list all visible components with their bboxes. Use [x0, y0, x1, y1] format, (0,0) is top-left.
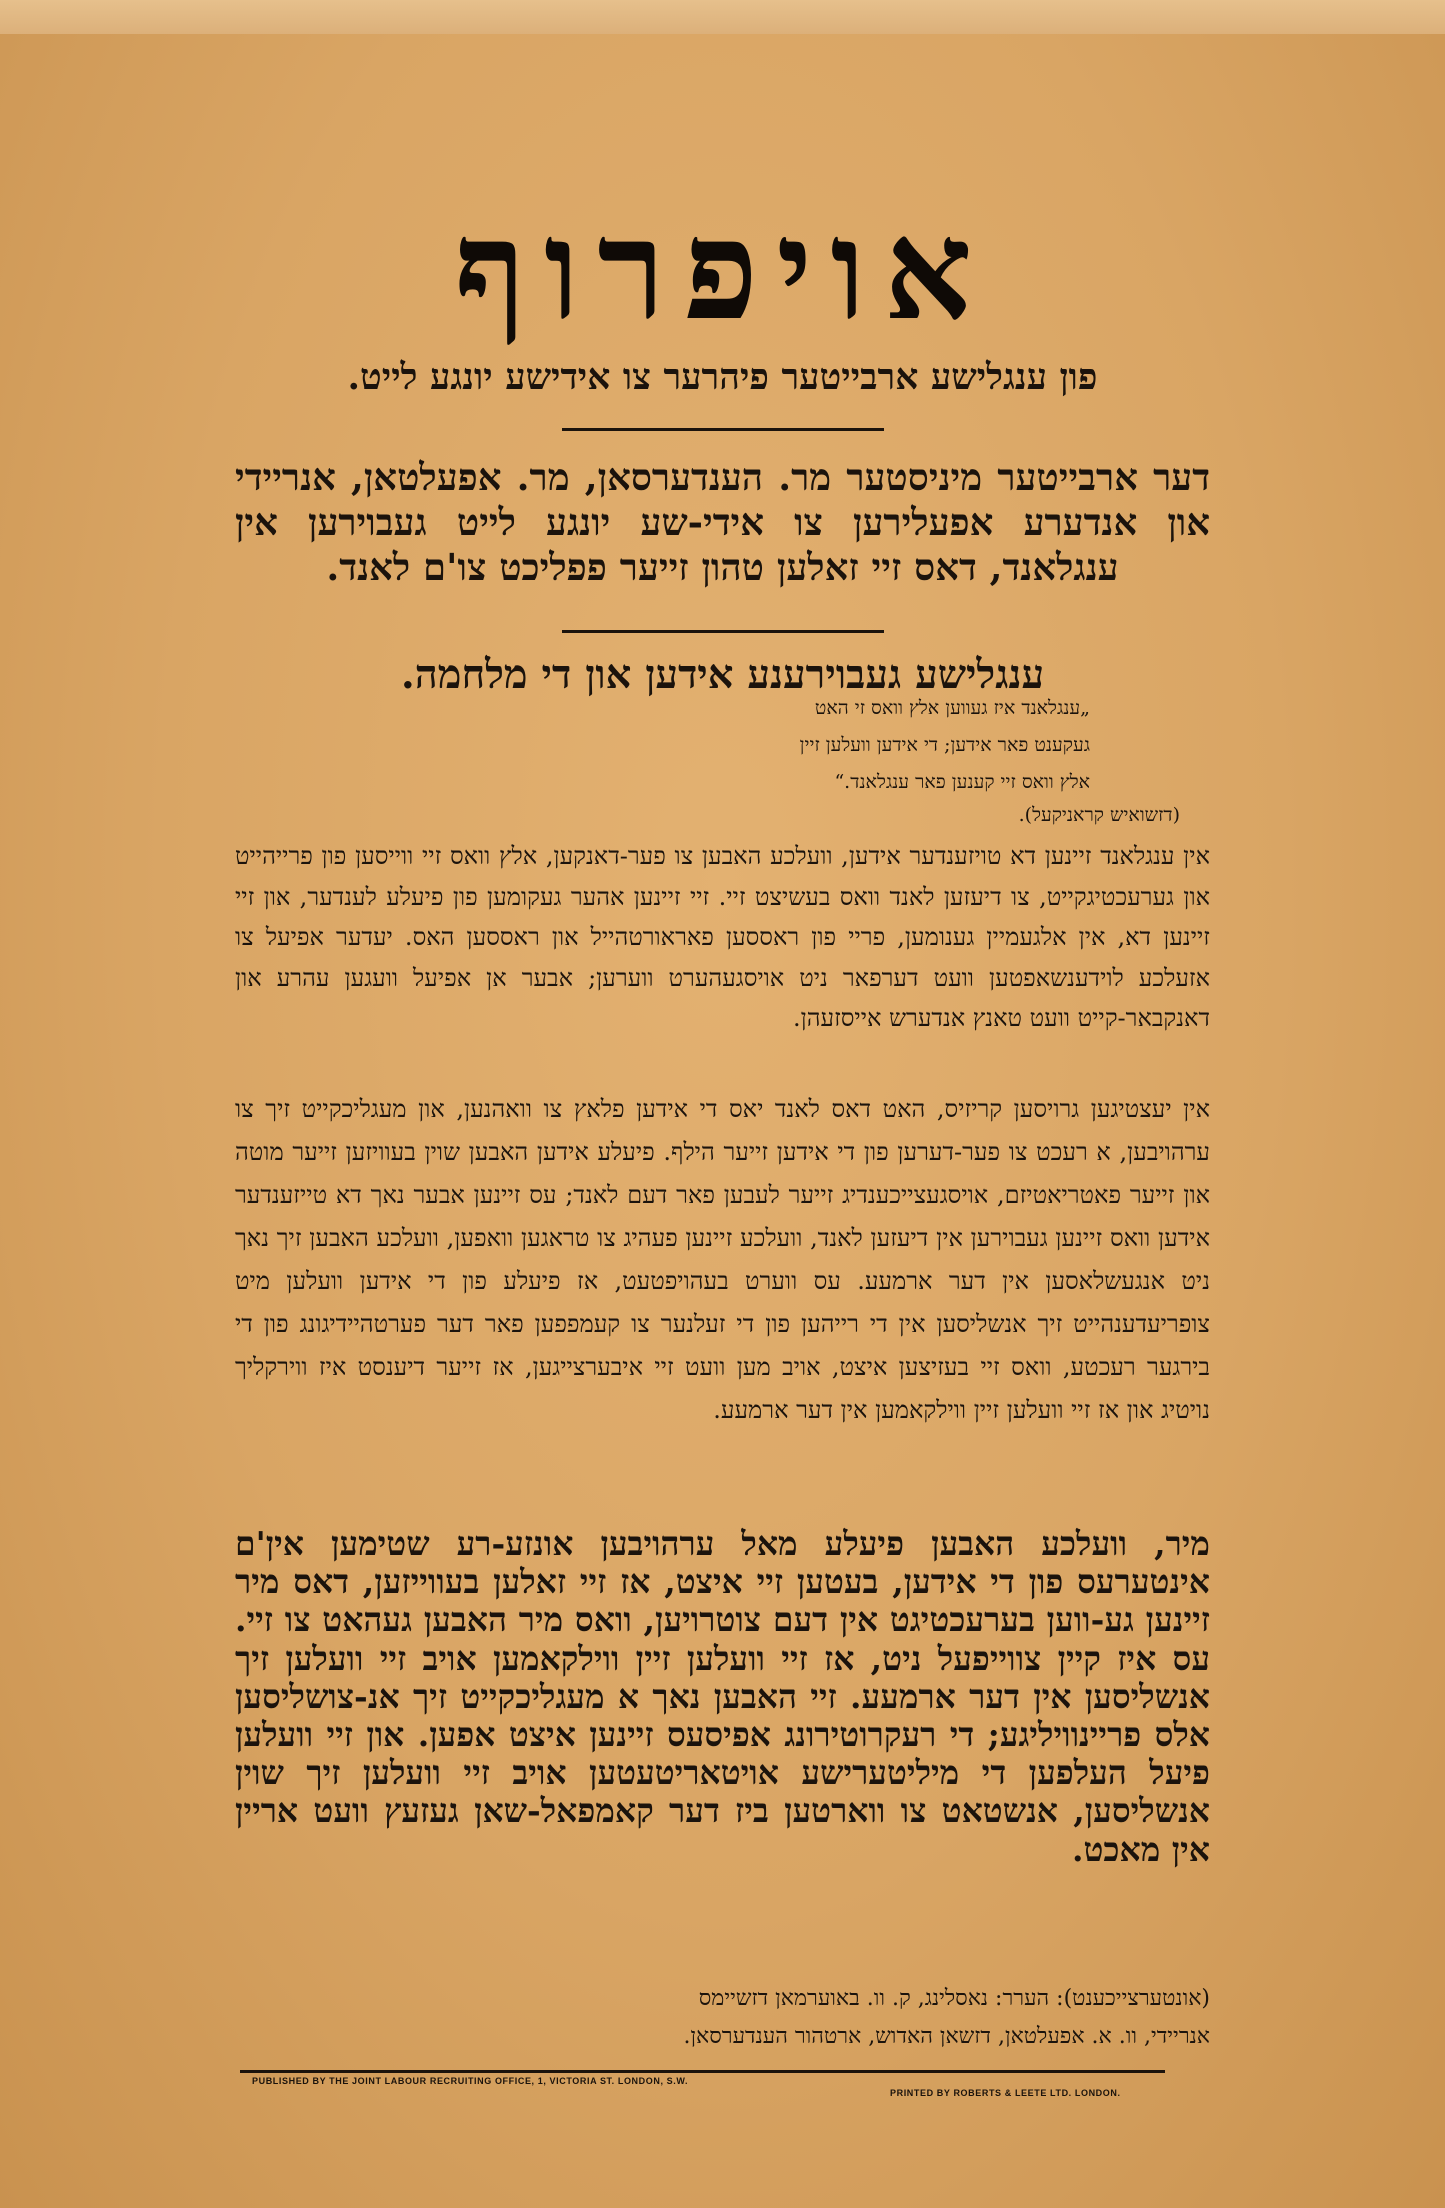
body-paragraph-1: אין ענגלאנד זיינען דא טויזענדער אידען, וועלכע האבען צו פער-דאנקען, אלץ וואס זיי ווייסען פון פרייהייט און גערעכטיגקייט, צו דיעזען לאנד וואס בעשיצט זיי. זיי זיינען אהער געקומען פון פיעלע לענדער, און זיי זיינען דא, אין אלגעמיין גענומען, פריי פון ראססען פאראורטהייל און ראססען האס. יעדער אפיעל צו אזעלכע לוידענשאפטען וועט דערפאר ניט אויסגעהערט ווערען; אבער אן אפיעל וועגען עהרע און דאנקבאר-קייט וועט טאנץ אנדערש אייסזעהן. [235, 842, 1210, 1032]
footer-rule [240, 2070, 1165, 2073]
signature-line: אנריידי, וו. א. אפעלטאן, דזשאן האדוש, ארטהור הענדערסאן. [683, 2024, 1210, 2049]
printer-imprint: PRINTED BY ROBERTS & LEETE LTD. LONDON. [890, 2088, 1121, 2098]
section-heading: ענגלישע געבוירענע אידען און די מלחמה. [400, 651, 1045, 698]
quote-line: געקענט פאר אידען; די אידען וועלען זיין [799, 734, 1090, 756]
poster-subtitle: פון ענגלישע ארבייטער פיהרער צו אידישע יונגע לייט. [347, 356, 1098, 398]
closing-paragraph: מיר, וועלכע האבען פיעלע מאל ערהויבען אונזע-רע שטימען אין'ם אינטערעס פון די אידען, בעטען זיי איצט, אז זיי זאלען בעווייזען, דאס מיר זיינען גע-ווען בערעכטיגט אין דעם צוטרויען, וואס מיר האבען געהאט צו זיי. עס איז קיין צווייפעל ניט, אז זיי וועלען זיין ווילקאמען אויב זיי וועלען זיך אנשליסען אין דער ארמעע. זיי האבען נאך א מעגליכקייט זיך אנ-צושליסען אלס פריינוויליגע; די רעקרוטירונג אפיסעס זיינען איצט אפען. און זיי וועלען פיעל העלפען די מיליטערישע אויטאריטעטען אויב זיי וועלען זיך שוין אנשליסען, אנשטאט צו ווארטען ביז דער קאמפאל-שאן געזעץ וועט אריין אין מאכט. [235, 1524, 1210, 1869]
quote-line: אלץ וואס זיי קענען פאר ענגלאנד.“ [834, 771, 1090, 793]
quote-line: „ענגלאנד איז געווען אלץ וואס זי האט [814, 697, 1090, 719]
quote-attribution: (דזשואיש קראניקעל). [1018, 804, 1180, 826]
divider-top [562, 428, 884, 431]
signature-line: (אונטערצייכענט): הערר: נאסלינג, ק. וו. באוערמאן דזשיימס [698, 1986, 1210, 2011]
publisher-imprint: PUBLISHED BY THE JOINT LABOUR RECRUITING OFFICE, 1, VICTORIA ST. LONDON, S.W. [252, 2076, 689, 2086]
signatures [235, 1980, 1210, 2056]
quote-block [440, 690, 1090, 801]
divider-middle [562, 630, 884, 633]
body-paragraph-2: אין יעצטיגען גרויסען קריזיס, האט דאס לאנד יאס די אידען פלאץ צו וואהנען, און מעגליכקייט זיך צו ערהויבען, א רעכט צו פער-דערען פון די אידען זייער הילף. פיעלע אידען האבען שוין בעוויזען זייער מוטה און זייער פאטריאטיזם, אויסגעצייכענדיג זייער לעבען פאר דעם לאנד; עס זיינען אבער נאך דא טייזענדער אידען וואס זיינען געבוירען אין דיעזען לאנד, וועלכע זיינען פעהיג צו טראגען וואפען, וועלכע האבען זיך נאך ניט אנגעשלאסען אין דער ארמעע. עס ווערט בעהויפטעט, אז פיעלע פון די אידען וועלען מיט צופריעדענהייט זיך אנשליסען אין די רייהען פון די זעלנער צו קעמפפען פאר דער פערטהיידיגונג פון די בירגער רעכטע, וואס זיי בעזיצען איצט, אויב מען וועט זיי איבערצייגען, אז זייער דיענסט איז ווירקליך נויטיג און אז זיי וועלען זיין ווילקאמען אין דער ארמעע. [235, 1095, 1211, 1424]
intro-paragraph: דער ארבייטער מיניסטער מר. הענדערסאן, מר. אפעלטאן, אנריידי און אנדערע אפעלירען צו אידי-שע יונגע לייט געבוירען אין ענגלאנד, דאס זיי זאלען טהון זייער פפליכט צו'ם לאנד. [235, 455, 1210, 589]
poster-title: אויפרוף [454, 188, 991, 351]
top-paper-strip [0, 0, 1445, 34]
